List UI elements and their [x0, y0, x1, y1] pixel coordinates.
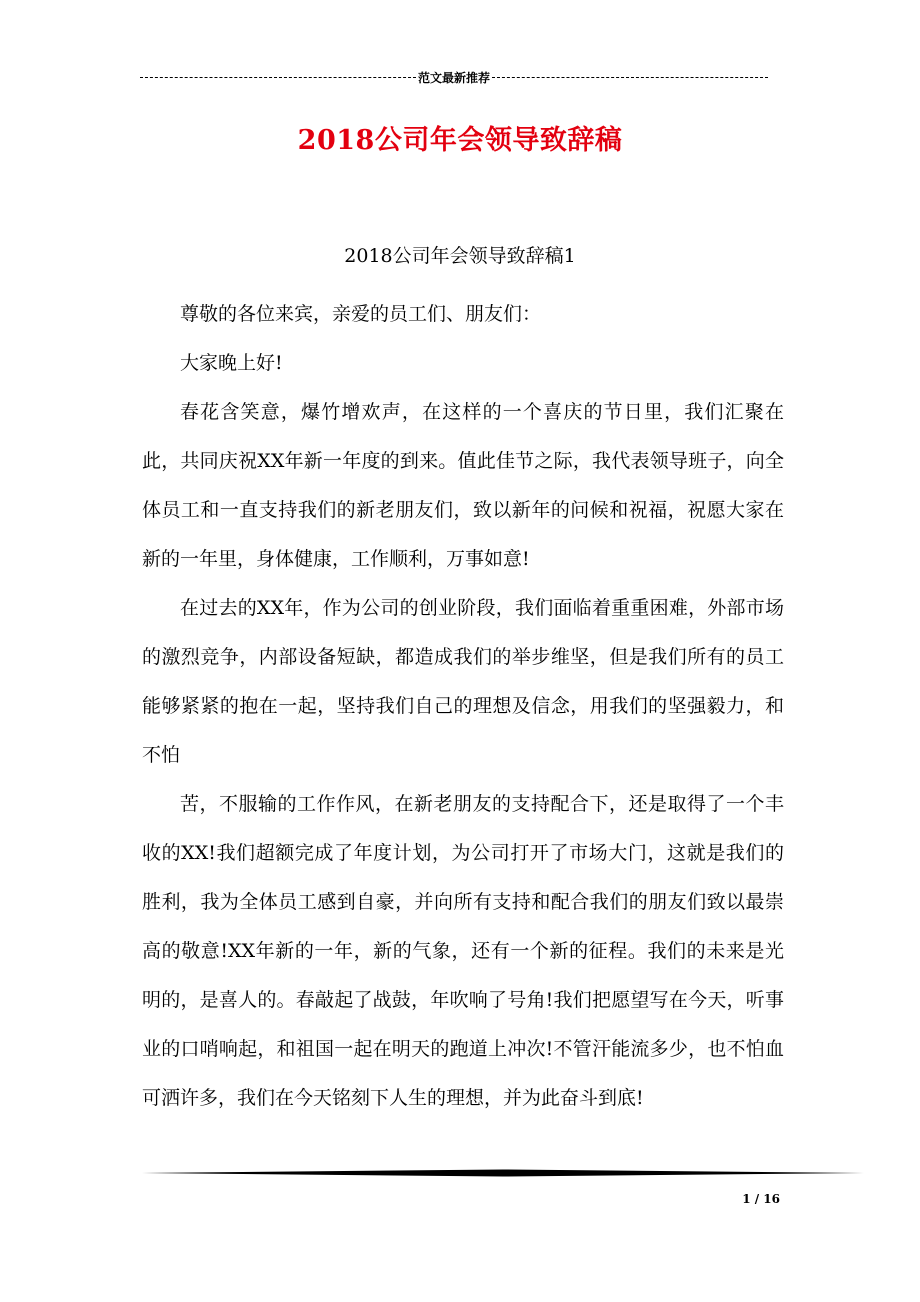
- page-header: [140, 68, 768, 86]
- footer-rule: [142, 1168, 864, 1178]
- header-dashes-right: [492, 77, 768, 78]
- paragraph-greeting: 尊敬的各位来宾，亲爱的员工们、朋友们：: [180, 303, 542, 325]
- header-label: 范文最新推荐: [418, 70, 491, 85]
- document-title: 2018公司年会领导致辞稿: [297, 125, 623, 156]
- paragraph-salutation: 大家晚上好!: [180, 352, 283, 374]
- header-dashes-left: [140, 77, 416, 78]
- paragraph: 春花含笑意，爆竹增欢声，在这样的一个喜庆的节日里，我们汇聚在此，共同庆祝XX年新一年度的到来。值此佳节之际，我代表领导班子，向全体员工和一直支持我们的新老朋友们，致以新年的问候和祝福，祝愿大家在新的一年里，身体健康，工作顺利，万事如意!: [142, 401, 784, 570]
- section-heading: 2018公司年会领导致辞稿1: [344, 245, 576, 267]
- paragraph: 苦，不服输的工作作风，在新老朋友的支持配合下，还是取得了一个丰收的XX!我们超额完成了年度计划，为公司打开了市场大门，这就是我们的胜利，我为全体员工感到自豪，并向所有支持和配合我们的朋友们致以最崇高的敬意!XX年新的一年，新的气象，还有一个新的征程。我们的未来是光明的，是喜人的。春敲起了战鼓，年吹响了号角!我们把愿望写在今天，听事业的口哨响起，和祖国一起在明天的跑道上冲次!不管汗能流多少，也不怕血可洒许多，我们在今天铭刻下人生的理想，并为此奋斗到底!: [142, 793, 784, 1109]
- paragraph: 在过去的XX年，作为公司的创业阶段，我们面临着重重困难，外部市场的激烈竞争，内部设备短缺，都造成我们的举步维坚，但是我们所有的员工能够紧紧的抱在一起，坚持我们自己的理想及信念，用我们的坚强毅力，和不怕: [142, 597, 784, 766]
- body-text: [142, 290, 784, 1123]
- page-number: 1 / 16: [742, 1192, 780, 1206]
